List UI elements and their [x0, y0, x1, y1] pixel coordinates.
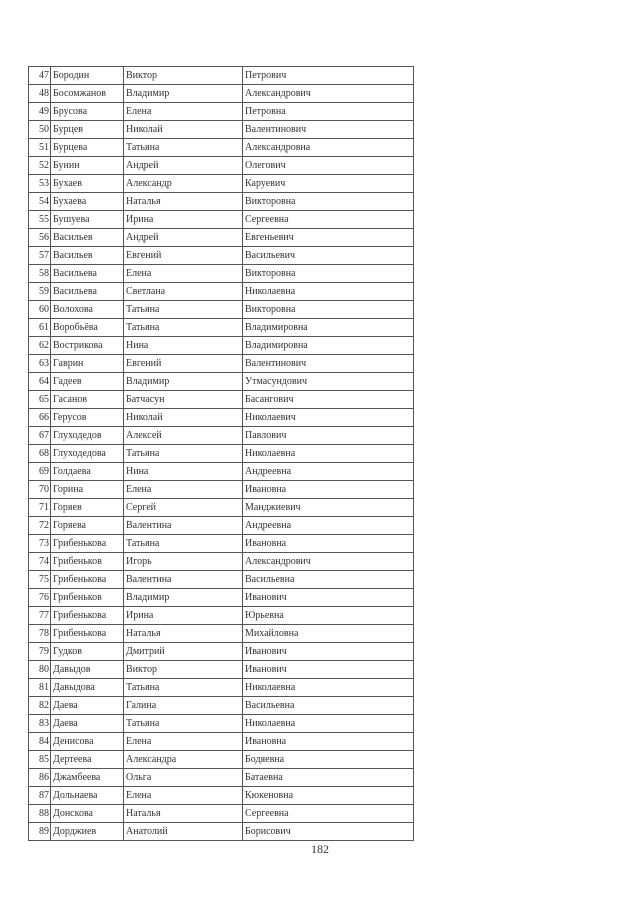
table-row	[29, 589, 414, 607]
table-row	[29, 499, 414, 517]
patronymic-cell: Николаевна	[243, 283, 414, 301]
first-name-cell: Владимир	[124, 85, 243, 103]
first-name-cell: Татьяна	[124, 715, 243, 733]
first-name-cell: Евгений	[124, 355, 243, 373]
table-row	[29, 283, 414, 301]
surname-cell: Давыдов	[51, 661, 124, 679]
table-row	[29, 67, 414, 85]
first-name-cell: Галина	[124, 697, 243, 715]
first-name-cell: Сергей	[124, 499, 243, 517]
table-row	[29, 787, 414, 805]
patronymic-cell: Васильевна	[243, 697, 414, 715]
surname-cell: Гадеев	[51, 373, 124, 391]
table-row	[29, 445, 414, 463]
table-row	[29, 571, 414, 589]
first-name-cell: Елена	[124, 103, 243, 121]
row-number: 53	[29, 175, 51, 193]
surname-cell: Дорджиев	[51, 823, 124, 841]
first-name-cell: Александра	[124, 751, 243, 769]
row-number: 77	[29, 607, 51, 625]
surname-cell: Васильева	[51, 265, 124, 283]
patronymic-cell: Бодяевна	[243, 751, 414, 769]
patronymic-cell: Ивановна	[243, 481, 414, 499]
patronymic-cell: Александрович	[243, 85, 414, 103]
surname-cell: Бухаева	[51, 193, 124, 211]
first-name-cell: Татьяна	[124, 445, 243, 463]
row-number: 73	[29, 535, 51, 553]
table-row	[29, 355, 414, 373]
first-name-cell: Наталья	[124, 805, 243, 823]
patronymic-cell: Басангович	[243, 391, 414, 409]
surname-cell: Герусов	[51, 409, 124, 427]
row-number: 52	[29, 157, 51, 175]
surname-cell: Васильев	[51, 247, 124, 265]
table-row	[29, 265, 414, 283]
surname-cell: Дертеева	[51, 751, 124, 769]
table-row	[29, 481, 414, 499]
table-row	[29, 679, 414, 697]
name-list-table	[28, 66, 413, 841]
table-row	[29, 211, 414, 229]
patronymic-cell: Андреевна	[243, 463, 414, 481]
patronymic-cell: Владимировна	[243, 319, 414, 337]
surname-cell: Волохова	[51, 301, 124, 319]
first-name-cell: Елена	[124, 265, 243, 283]
first-name-cell: Дмитрий	[124, 643, 243, 661]
table-row	[29, 391, 414, 409]
table-row	[29, 301, 414, 319]
first-name-cell: Елена	[124, 481, 243, 499]
first-name-cell: Андрей	[124, 229, 243, 247]
row-number: 67	[29, 427, 51, 445]
patronymic-cell: Викторовна	[243, 193, 414, 211]
surname-cell: Горяева	[51, 517, 124, 535]
row-number: 55	[29, 211, 51, 229]
first-name-cell: Валентина	[124, 571, 243, 589]
surname-cell: Глуходедова	[51, 445, 124, 463]
first-name-cell: Николай	[124, 409, 243, 427]
first-name-cell: Татьяна	[124, 139, 243, 157]
first-name-cell: Елена	[124, 733, 243, 751]
table-row	[29, 751, 414, 769]
first-name-cell: Светлана	[124, 283, 243, 301]
table-row	[29, 805, 414, 823]
surname-cell: Давыдова	[51, 679, 124, 697]
row-number: 85	[29, 751, 51, 769]
table-row	[29, 337, 414, 355]
surname-cell: Глуходедов	[51, 427, 124, 445]
row-number: 84	[29, 733, 51, 751]
row-number: 69	[29, 463, 51, 481]
surname-cell: Бурцева	[51, 139, 124, 157]
row-number: 75	[29, 571, 51, 589]
first-name-cell: Виктор	[124, 661, 243, 679]
surname-cell: Васильев	[51, 229, 124, 247]
patronymic-cell: Михайловна	[243, 625, 414, 643]
patronymic-cell: Викторовна	[243, 265, 414, 283]
first-name-cell: Ольга	[124, 769, 243, 787]
row-number: 71	[29, 499, 51, 517]
first-name-cell: Нина	[124, 463, 243, 481]
row-number: 58	[29, 265, 51, 283]
patronymic-cell: Иванович	[243, 643, 414, 661]
table-row	[29, 769, 414, 787]
row-number: 70	[29, 481, 51, 499]
surname-cell: Вострикова	[51, 337, 124, 355]
first-name-cell: Татьяна	[124, 535, 243, 553]
table-row	[29, 553, 414, 571]
patronymic-cell: Сергеевна	[243, 211, 414, 229]
patronymic-cell: Манджиевич	[243, 499, 414, 517]
row-number: 57	[29, 247, 51, 265]
first-name-cell: Елена	[124, 787, 243, 805]
table-row	[29, 193, 414, 211]
row-number: 62	[29, 337, 51, 355]
surname-cell: Грибенькова	[51, 535, 124, 553]
row-number: 65	[29, 391, 51, 409]
table-row	[29, 247, 414, 265]
row-number: 74	[29, 553, 51, 571]
row-number: 79	[29, 643, 51, 661]
surname-cell: Бородин	[51, 67, 124, 85]
patronymic-cell: Юрьевна	[243, 607, 414, 625]
patronymic-cell: Андреевна	[243, 517, 414, 535]
patronymic-cell: Евгеньевич	[243, 229, 414, 247]
table-row	[29, 373, 414, 391]
surname-cell: Даева	[51, 697, 124, 715]
surname-cell: Грибеньков	[51, 553, 124, 571]
row-number: 66	[29, 409, 51, 427]
surname-cell: Грибенькова	[51, 571, 124, 589]
patronymic-cell: Петрович	[243, 67, 414, 85]
patronymic-cell: Николаевич	[243, 409, 414, 427]
row-number: 78	[29, 625, 51, 643]
patronymic-cell: Валентинович	[243, 121, 414, 139]
row-number: 54	[29, 193, 51, 211]
table-row	[29, 85, 414, 103]
patronymic-cell: Кюкеновна	[243, 787, 414, 805]
patronymic-cell: Владимировна	[243, 337, 414, 355]
patronymic-cell: Сергеевна	[243, 805, 414, 823]
first-name-cell: Ирина	[124, 211, 243, 229]
table-row	[29, 625, 414, 643]
patronymic-cell: Николаевна	[243, 445, 414, 463]
first-name-cell: Татьяна	[124, 679, 243, 697]
surname-cell: Гасанов	[51, 391, 124, 409]
row-number: 82	[29, 697, 51, 715]
row-number: 56	[29, 229, 51, 247]
row-number: 80	[29, 661, 51, 679]
patronymic-cell: Николаевна	[243, 715, 414, 733]
table-row	[29, 103, 414, 121]
surname-cell: Голдаева	[51, 463, 124, 481]
row-number: 86	[29, 769, 51, 787]
row-number: 60	[29, 301, 51, 319]
surname-cell: Гудков	[51, 643, 124, 661]
first-name-cell: Валентина	[124, 517, 243, 535]
first-name-cell: Евгений	[124, 247, 243, 265]
row-number: 76	[29, 589, 51, 607]
table-row	[29, 157, 414, 175]
surname-cell: Бурцев	[51, 121, 124, 139]
first-name-cell: Наталья	[124, 193, 243, 211]
row-number: 47	[29, 67, 51, 85]
patronymic-cell: Николаевна	[243, 679, 414, 697]
row-number: 51	[29, 139, 51, 157]
row-number: 63	[29, 355, 51, 373]
surname-cell: Даева	[51, 715, 124, 733]
row-number: 83	[29, 715, 51, 733]
patronymic-cell: Утмасундович	[243, 373, 414, 391]
row-number: 68	[29, 445, 51, 463]
table-row	[29, 643, 414, 661]
surname-cell: Бухаев	[51, 175, 124, 193]
first-name-cell: Татьяна	[124, 301, 243, 319]
patronymic-cell: Ивановна	[243, 535, 414, 553]
first-name-cell: Ирина	[124, 607, 243, 625]
patronymic-cell: Иванович	[243, 661, 414, 679]
surname-cell: Дольнаева	[51, 787, 124, 805]
surname-cell: Гаврин	[51, 355, 124, 373]
table-row	[29, 823, 414, 841]
first-name-cell: Игорь	[124, 553, 243, 571]
patronymic-cell: Александрович	[243, 553, 414, 571]
row-number: 49	[29, 103, 51, 121]
row-number: 59	[29, 283, 51, 301]
first-name-cell: Анатолий	[124, 823, 243, 841]
surname-cell: Бушуева	[51, 211, 124, 229]
first-name-cell: Виктор	[124, 67, 243, 85]
surname-cell: Денисова	[51, 733, 124, 751]
row-number: 89	[29, 823, 51, 841]
surname-cell: Босомжанов	[51, 85, 124, 103]
patronymic-cell: Иванович	[243, 589, 414, 607]
surname-cell: Васильева	[51, 283, 124, 301]
table-row	[29, 607, 414, 625]
surname-cell: Грибенькова	[51, 625, 124, 643]
table-body	[29, 67, 414, 841]
surname-cell: Грибенькова	[51, 607, 124, 625]
row-number: 50	[29, 121, 51, 139]
patronymic-cell: Борисович	[243, 823, 414, 841]
first-name-cell: Алексей	[124, 427, 243, 445]
surname-cell: Горина	[51, 481, 124, 499]
patronymic-cell: Ивановна	[243, 733, 414, 751]
row-number: 48	[29, 85, 51, 103]
table-row	[29, 715, 414, 733]
table-row	[29, 517, 414, 535]
first-name-cell: Николай	[124, 121, 243, 139]
row-number: 81	[29, 679, 51, 697]
patronymic-cell: Васильевич	[243, 247, 414, 265]
surname-cell: Горяев	[51, 499, 124, 517]
surname-cell: Донскова	[51, 805, 124, 823]
patronymic-cell: Александровна	[243, 139, 414, 157]
first-name-cell: Владимир	[124, 373, 243, 391]
row-number: 64	[29, 373, 51, 391]
first-name-cell: Андрей	[124, 157, 243, 175]
first-name-cell: Батчасун	[124, 391, 243, 409]
first-name-cell: Владимир	[124, 589, 243, 607]
table-row	[29, 463, 414, 481]
patronymic-cell: Каруевич	[243, 175, 414, 193]
row-number: 61	[29, 319, 51, 337]
table	[28, 66, 414, 841]
table-row	[29, 733, 414, 751]
table-row	[29, 409, 414, 427]
surname-cell: Бунин	[51, 157, 124, 175]
row-number: 88	[29, 805, 51, 823]
surname-cell: Брусова	[51, 103, 124, 121]
patronymic-cell: Викторовна	[243, 301, 414, 319]
table-row	[29, 121, 414, 139]
table-row	[29, 229, 414, 247]
table-row	[29, 139, 414, 157]
surname-cell: Воробьёва	[51, 319, 124, 337]
surname-cell: Грибеньков	[51, 589, 124, 607]
table-row	[29, 427, 414, 445]
first-name-cell: Александр	[124, 175, 243, 193]
patronymic-cell: Батаевна	[243, 769, 414, 787]
patronymic-cell: Валентинович	[243, 355, 414, 373]
table-row	[29, 661, 414, 679]
table-row	[29, 535, 414, 553]
table-row	[29, 697, 414, 715]
patronymic-cell: Петровна	[243, 103, 414, 121]
first-name-cell: Нина	[124, 337, 243, 355]
patronymic-cell: Васильевна	[243, 571, 414, 589]
row-number: 87	[29, 787, 51, 805]
row-number: 72	[29, 517, 51, 535]
page-number: 182	[311, 842, 329, 856]
patronymic-cell: Олегович	[243, 157, 414, 175]
first-name-cell: Наталья	[124, 625, 243, 643]
surname-cell: Джамбеева	[51, 769, 124, 787]
first-name-cell: Татьяна	[124, 319, 243, 337]
table-row	[29, 319, 414, 337]
table-row	[29, 175, 414, 193]
patronymic-cell: Павлович	[243, 427, 414, 445]
